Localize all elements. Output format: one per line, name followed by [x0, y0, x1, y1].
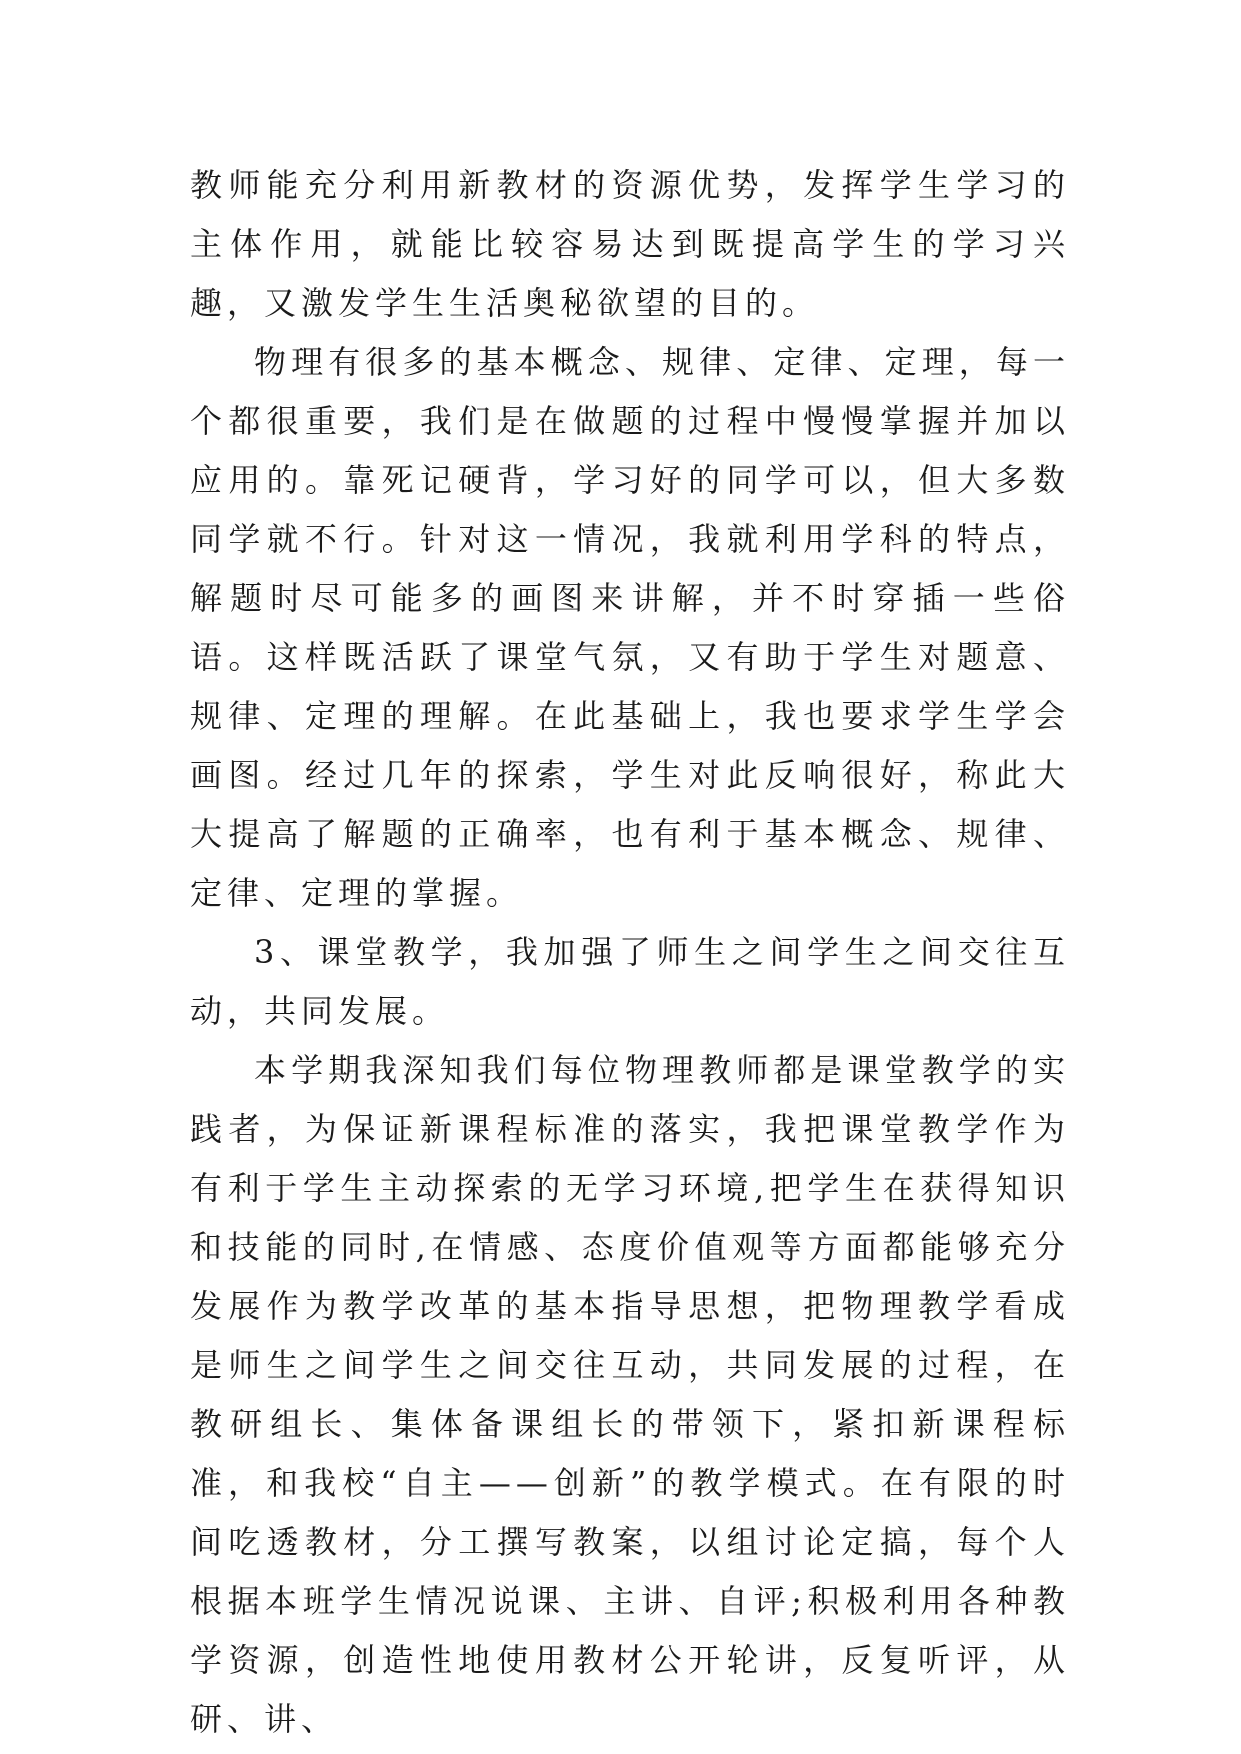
paragraph-classroom-heading: 3、课堂教学，我加强了师生之间学生之间交往互动，共同发展。 — [190, 933, 1070, 1030]
paragraph-physics-concepts: 物理有很多的基本概念、规律、定律、定理，每一个都很重要，我们是在做题的过程中慢慢掌握并加以应用的。靠死记硬背，学习好的同学可以，但大多数同学就不行。针对这一情况，我就利用学科的特点，解题时尽可能多的画图来讲解，并不时穿插一些俗语。这样既活跃了课堂气氛，又有助于学生对题意、规律、定理的理解。在此基础上，我也要求学生学会画图。经过几年的探索，学生对此反响很好，称此大大提高了解题的正确率，也有利于基本概念、规律、定律、定理的掌握。 — [190, 343, 1070, 912]
paragraph-continuation: 教师能充分利用新教材的资源优势，发挥学生学习的主体作用，就能比较容易达到既提高学生的学习兴趣，又激发学生生活奥秘欲望的目的。 — [190, 166, 1070, 322]
body-text — [190, 156, 1070, 1749]
paragraph-semester-practice: 本学期我深知我们每位物理教师都是课堂教学的实践者，为保证新课程标准的落实，我把课堂教学作为有利于学生主动探索的无学习环境,把学生在获得知识和技能的同时,在情感、态度价值观等方面都能够充分发展作为教学改革的基本指导思想，把物理教学看成是师生之间学生之间交往互动，共同发展的过程，在教研组长、集体备课组长的带领下，紧扣新课程标准，和我校“自主——创新”的教学模式。在有限的时间吃透教材，分工撰写教案，以组讨论定搞，每个人根据本班学生情况说课、主讲、自评;积极利用各种教学资源，创造性地使用教材公开轮讲，反复听评，从研、讲、 — [190, 1051, 1070, 1738]
